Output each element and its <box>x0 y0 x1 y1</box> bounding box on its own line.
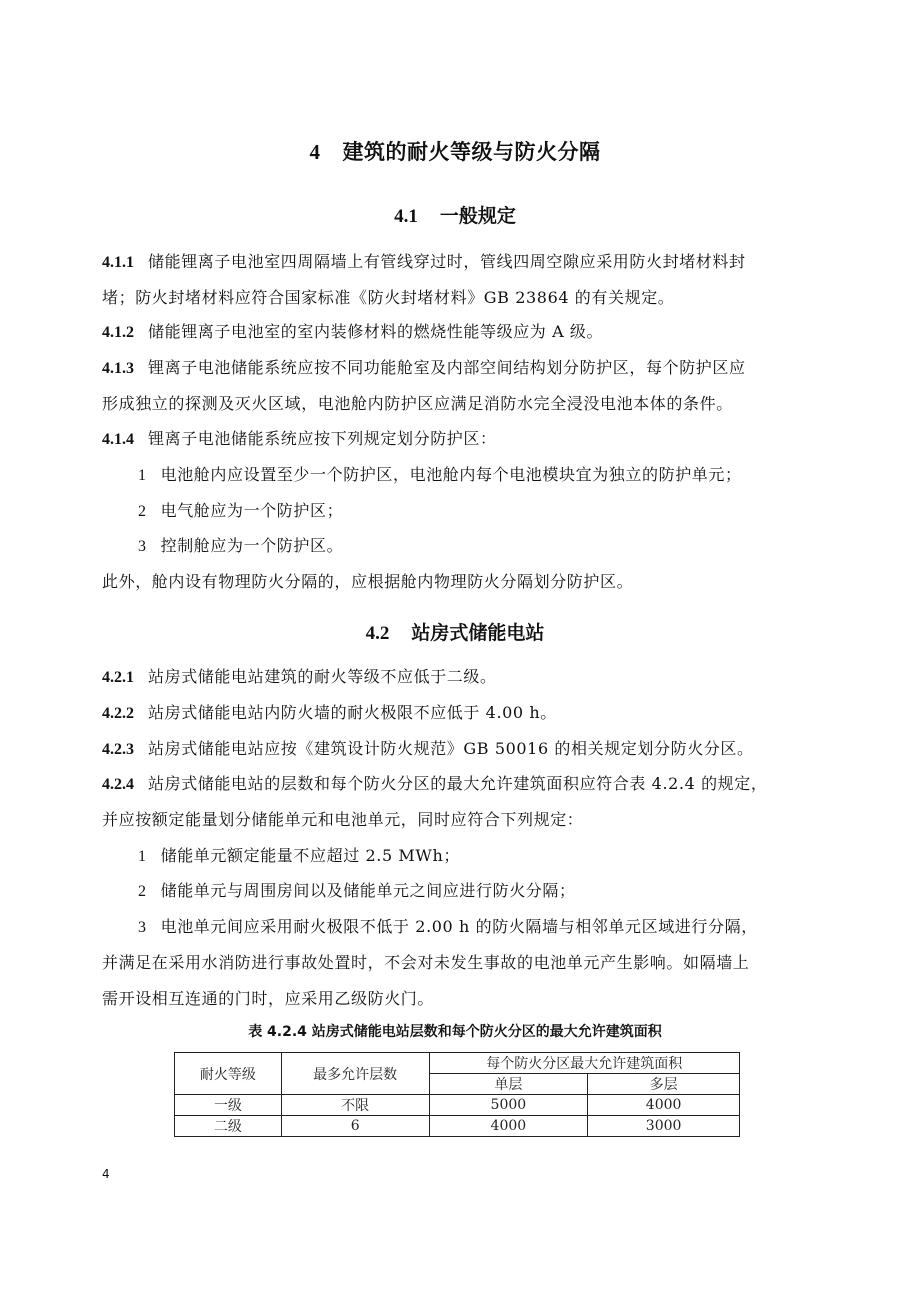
item-text: 控制舱应为一个防护区。 <box>160 536 344 555</box>
clause-number: 4.2.4 <box>102 776 134 793</box>
item-number: 2 <box>138 503 147 520</box>
item-number: 2 <box>138 883 147 900</box>
clause-text: 站房式储能电站应按《建筑设计防火规范》GB 50016 的相关规定划分防火分区。 <box>148 739 754 758</box>
clause-4-2-4-line-1 <box>102 774 817 795</box>
list-item <box>138 501 853 522</box>
section-title: 站房式储能电站 <box>411 622 545 644</box>
item-number: 1 <box>138 467 147 484</box>
item-text: 需开设相互连通的门时，应采用乙级防火门。 <box>102 989 435 1008</box>
chapter-number: 4 <box>309 140 321 164</box>
clause-text: 形成独立的探测及灭火区域，电池舱内防护区应满足消防水完全浸没电池本体的条件。 <box>102 394 733 413</box>
clause-text: 锂离子电池储能系统应按下列规定划分防护区： <box>148 429 497 448</box>
header-max-area-group: 每个防火分区最大允许建筑面积 <box>429 1053 740 1074</box>
page-number: 4 <box>102 1167 110 1181</box>
clause-text: 储能锂离子电池室四周隔墙上有管线穿过时，管线四周空隙应采用防火封堵材料封 <box>148 252 746 271</box>
clause-4-2-1 <box>102 667 817 688</box>
section-heading-4-1 <box>0 201 910 228</box>
item-number: 3 <box>138 919 147 936</box>
item-number: 3 <box>138 538 147 555</box>
clause-4-2-2 <box>102 703 817 724</box>
cell-grade: 一级 <box>175 1095 282 1116</box>
section-number: 4.2 <box>365 623 390 644</box>
clause-text: 站房式储能电站的层数和每个防火分区的最大允许建筑面积应符合表 4.2.4 的规定， <box>148 774 768 793</box>
table-row <box>175 1095 740 1116</box>
item-text: 储能单元与周围房间以及储能单元之间应进行防火分隔； <box>160 881 576 900</box>
section-number: 4.1 <box>394 206 418 227</box>
list-item <box>138 536 853 557</box>
clause-text: 储能锂离子电池室的室内装修材料的燃烧性能等级应为 A 级。 <box>148 322 604 341</box>
clause-number: 4.1.3 <box>102 360 134 377</box>
chapter-heading <box>0 136 910 166</box>
table-row <box>175 1116 740 1137</box>
item-text: 电气舱应为一个防护区； <box>160 501 344 520</box>
section-title: 一般规定 <box>439 205 516 227</box>
note-text: 此外，舱内设有物理防火分隔的，应根据舱内物理防火分隔划分防护区。 <box>102 572 634 591</box>
clause-text: 站房式储能电站建筑的耐火等级不应低于二级。 <box>148 667 497 686</box>
header-multi-storey: 多层 <box>588 1074 740 1095</box>
clause-4-1-3-line-2 <box>102 394 817 414</box>
clause-4-2-3 <box>102 739 817 760</box>
header-max-floors: 最多允许层数 <box>281 1053 429 1095</box>
clause-number: 4.1.4 <box>102 431 134 448</box>
item-text: 储能单元额定能量不应超过 2.5 MWh； <box>160 846 460 865</box>
clause-4-1-1-line-1 <box>102 252 817 273</box>
cell-multi: 3000 <box>588 1116 740 1137</box>
clause-4-2-4-line-2 <box>102 810 817 830</box>
item-text: 电池单元间应采用耐火极限不低于 2.00 h 的防火隔墙与相邻单元区域进行分隔， <box>160 917 758 936</box>
item-number: 1 <box>138 848 147 865</box>
cell-grade: 二级 <box>175 1116 282 1137</box>
clause-number: 4.1.1 <box>102 254 134 271</box>
item-text: 电池舱内应设置至少一个防护区，电池舱内每个电池模块宜为独立的防护单元； <box>160 465 742 484</box>
clause-number: 4.2.2 <box>102 705 134 722</box>
section-heading-4-2 <box>0 618 910 645</box>
area-limits-table <box>174 1052 740 1137</box>
clause-text: 堵；防火封堵材料应符合国家标准《防火封堵材料》GB 23864 的有关规定。 <box>102 288 675 307</box>
clause-4-1-4-note <box>102 572 817 592</box>
header-fire-rating: 耐火等级 <box>175 1053 282 1095</box>
list-item <box>138 881 853 902</box>
clause-text: 锂离子电池储能系统应按不同功能舱室及内部空间结构划分防护区，每个防护区应 <box>148 358 746 377</box>
list-item <box>138 917 853 938</box>
cell-floors: 不限 <box>281 1095 429 1116</box>
item-text: 并满足在采用水消防进行事故处置时，不会对未发生事故的电池单元产生影响。如隔墙上 <box>102 953 750 972</box>
header-single-storey: 单层 <box>429 1074 588 1095</box>
clause-4-1-2 <box>102 322 817 343</box>
clause-text: 站房式储能电站内防火墙的耐火极限不应低于 4.00 h。 <box>148 703 557 722</box>
cell-multi: 4000 <box>588 1095 740 1116</box>
table-header-row <box>175 1053 740 1074</box>
cell-floors: 6 <box>281 1116 429 1137</box>
clause-4-1-3-line-1 <box>102 358 817 379</box>
cell-single: 4000 <box>429 1116 588 1137</box>
table-caption: 表 4.2.4 站房式储能电站层数和每个防火分区的最大允许建筑面积 <box>248 1024 662 1040</box>
clause-text: 并应按额定能量划分储能单元和电池单元，同时应符合下列规定： <box>102 810 584 829</box>
list-item-continuation <box>102 953 817 973</box>
clause-number: 4.1.2 <box>102 324 134 341</box>
list-item <box>138 846 853 867</box>
cell-single: 5000 <box>429 1095 588 1116</box>
clause-number: 4.2.3 <box>102 741 134 758</box>
clause-4-1-4 <box>102 429 817 450</box>
chapter-title: 建筑的耐火等级与防火分隔 <box>342 140 601 164</box>
clause-number: 4.2.1 <box>102 669 134 686</box>
list-item-continuation <box>102 989 817 1009</box>
list-item <box>138 465 853 486</box>
clause-4-1-1-line-2 <box>102 288 817 308</box>
